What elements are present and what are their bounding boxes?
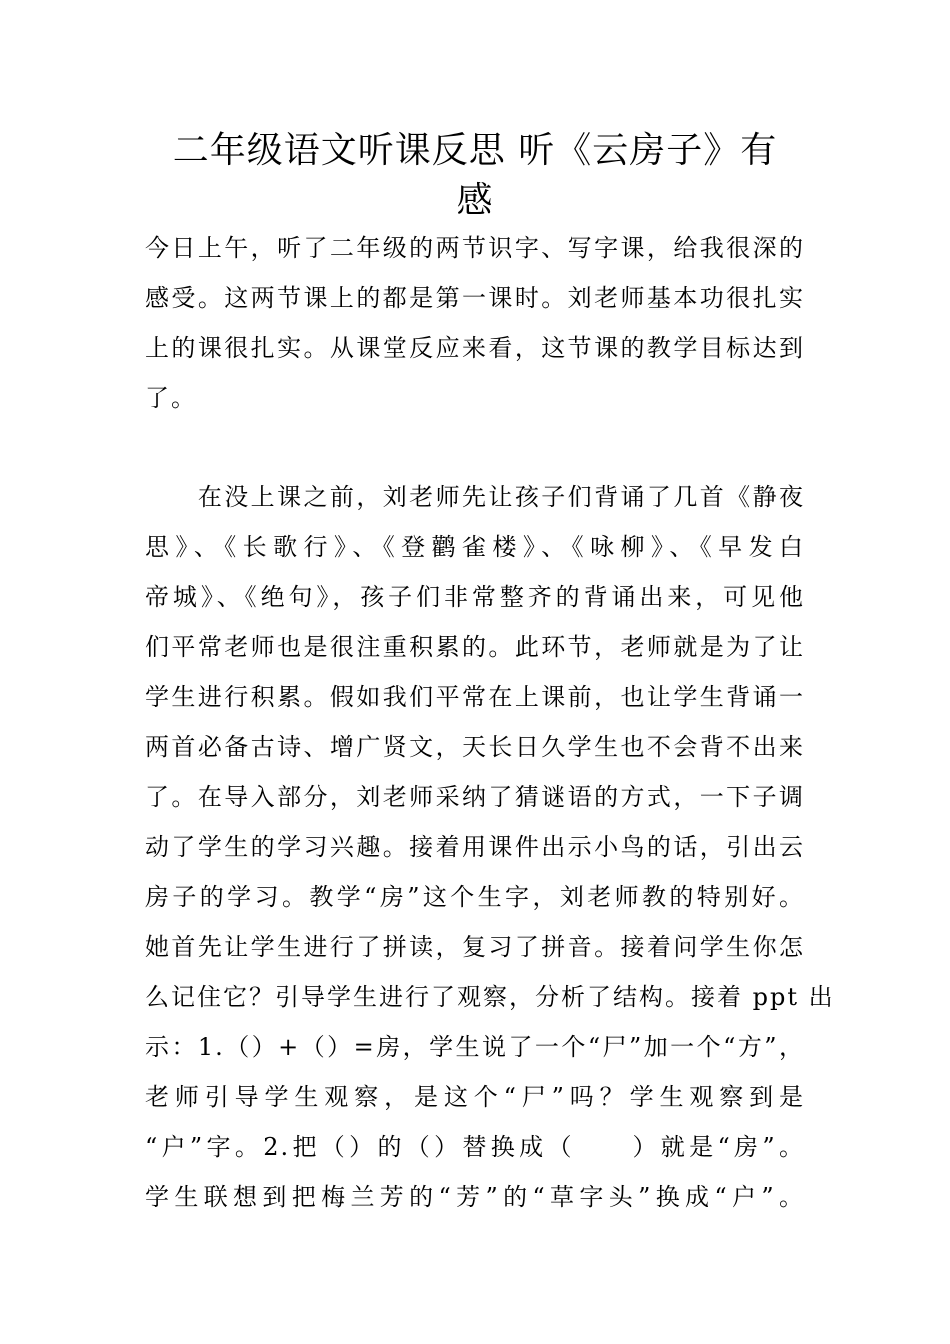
paragraph-2-line: 思》、《长歌行》、《登鹳雀楼》、《咏柳》、《早发白 [145, 533, 805, 561]
paragraph-2-line: 示：1.（）+（）=房，学生说了一个“尸”加一个“方”， [145, 1033, 805, 1061]
paragraph-2-line: 么记住它？引导学生进行了观察，分析了结构。接着 ppt 出 [145, 983, 835, 1011]
document-title-line-2: 感 [456, 180, 494, 221]
paragraph-2-line: 了。在导入部分，刘老师采纳了猜谜语的方式，一下子调 [145, 783, 805, 811]
paragraph-2-line: 在没上课之前，刘老师先让孩子们背诵了几首《静夜 [145, 483, 805, 511]
paragraph-2-line: 学生联想到把梅兰芳的“芳”的“草字头”换成“户”。 [145, 1183, 805, 1211]
paragraph-2-line: 帝城》、《绝句》，孩子们非常整齐的背诵出来，可见他 [145, 583, 805, 611]
paragraph-1-line: 了。 [145, 384, 197, 412]
paragraph-2-line: 动了学生的学习兴趣。接着用课件出示小鸟的话，引出云 [145, 833, 805, 861]
paragraph-1-line: 上的课很扎实。从课堂反应来看，这节课的教学目标达到 [145, 334, 805, 362]
document-title-line-1: 二年级语文听课反思 听《云房子》有 [172, 130, 778, 171]
paragraph-1-line: 今日上午，听了二年级的两节识字、写字课，给我很深的 [145, 234, 805, 262]
paragraph-1-line: 感受。这两节课上的都是第一课时。刘老师基本功很扎实 [145, 284, 805, 312]
paragraph-2-line: 老师引导学生观察，是这个“尸”吗？学生观察到是 [145, 1083, 805, 1111]
paragraph-2-line: “户”字。2.把（）的（）替换成（ ）就是“房”。 [145, 1133, 805, 1161]
paragraph-2-line: 学生进行积累。假如我们平常在上课前，也让学生背诵一 [145, 683, 805, 711]
paragraph-2-line: 两首必备古诗、增广贤文，天长日久学生也不会背不出来 [145, 733, 805, 761]
paragraph-2-line: 们平常老师也是很注重积累的。此环节，老师就是为了让 [145, 633, 805, 661]
paragraph-2-line: 她首先让学生进行了拼读，复习了拼音。接着问学生你怎 [145, 933, 805, 961]
paragraph-2-line: 房子的学习。教学“房”这个生字，刘老师教的特别好。 [145, 883, 805, 911]
